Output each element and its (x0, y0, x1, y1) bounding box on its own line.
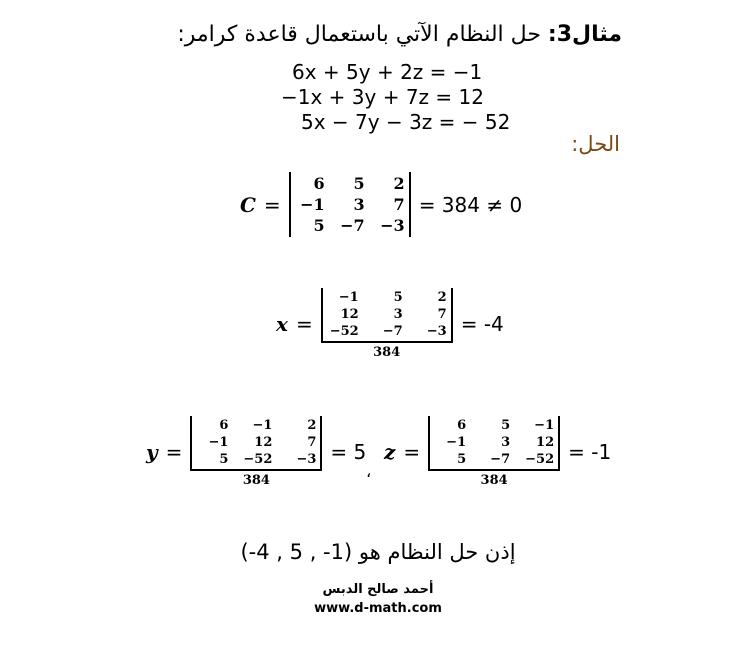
matrix-cell: 2 (307, 418, 317, 433)
z-denominator: 384 (428, 469, 560, 488)
example-text: حل النظام الآتي باستعمال قاعدة كرامر: (177, 22, 541, 47)
c-matrix (289, 172, 411, 237)
x-matrix (321, 288, 453, 341)
matrix-cell: 6 (313, 174, 325, 193)
example-title (177, 22, 622, 47)
example-label: مثال3: (547, 22, 622, 47)
matrix-cell: −52 (329, 324, 359, 339)
matrix-cell: −1 (446, 435, 467, 450)
c-equals: = (263, 192, 281, 217)
z-equals: = (403, 440, 421, 464)
y-fraction (146, 416, 366, 488)
separator: ، (366, 462, 372, 481)
matrix-cell: −52 (525, 452, 555, 467)
determinant-c (240, 172, 522, 237)
conclusion: إذن حل النظام هو (1- , 5 , 4-) (240, 540, 516, 564)
x-variable: x (276, 312, 288, 336)
equation-1: 6x + 5y + 2z = −1 (292, 60, 483, 84)
x-fraction (276, 288, 504, 360)
matrix-cell: 5 (353, 174, 365, 193)
matrix-cell: −3 (380, 216, 405, 235)
matrix-cell: 2 (393, 174, 405, 193)
c-result: = 384 ≠ 0 (418, 192, 523, 217)
matrix-cell: −3 (426, 324, 447, 339)
matrix-cell: 2 (437, 290, 447, 305)
matrix-cell: −1 (300, 195, 325, 214)
matrix-cell: −1 (534, 418, 555, 433)
y-equals: = (165, 440, 183, 464)
matrix-cell: 5 (313, 216, 325, 235)
x-frac (321, 288, 453, 360)
matrix-cell: 12 (340, 307, 359, 322)
matrix-cell: 6 (457, 418, 467, 433)
z-result: = -1 (568, 440, 612, 464)
z-variable: z (384, 440, 396, 464)
matrix-cell: −52 (243, 452, 273, 467)
matrix-cell: 5 (501, 418, 511, 433)
equation-3: 5x − 7y − 3z = − 52 (301, 110, 511, 134)
matrix-cell: 7 (437, 307, 447, 322)
matrix-cell: 12 (536, 435, 555, 450)
y-denominator: 384 (190, 469, 322, 488)
x-equals: = (295, 312, 313, 336)
matrix-cell: 3 (393, 307, 403, 322)
matrix-cell: 12 (254, 435, 273, 450)
author-name: أحمد صالح الدبس (322, 582, 434, 597)
equation-2: −1x + 3y + 7z = 12 (281, 85, 484, 109)
matrix-cell: −7 (490, 452, 511, 467)
matrix-cell: 3 (353, 195, 365, 214)
c-variable: C (240, 192, 256, 217)
matrix-cell: −1 (338, 290, 359, 305)
z-frac (428, 416, 560, 488)
matrix-cell: 5 (219, 452, 229, 467)
z-matrix (428, 416, 560, 469)
matrix-cell: −1 (208, 435, 229, 450)
matrix-cell: −3 (296, 452, 317, 467)
matrix-cell: 5 (457, 452, 467, 467)
z-fraction (384, 416, 611, 488)
matrix-cell: −7 (382, 324, 403, 339)
matrix-cell: −1 (252, 418, 273, 433)
y-variable: y (146, 440, 158, 464)
website-link[interactable]: www.d-math.com (314, 601, 442, 616)
solution-label: الحل: (571, 132, 620, 156)
matrix-cell: 6 (219, 418, 229, 433)
matrix-cell: 7 (393, 195, 405, 214)
matrix-cell: −7 (340, 216, 365, 235)
matrix-cell: 5 (393, 290, 403, 305)
x-result: = -4 (460, 312, 504, 336)
matrix-cell: 7 (307, 435, 317, 450)
y-frac (190, 416, 322, 488)
y-matrix (190, 416, 322, 469)
y-result: = 5 (330, 440, 367, 464)
x-denominator: 384 (321, 341, 453, 360)
matrix-cell: 3 (501, 435, 511, 450)
